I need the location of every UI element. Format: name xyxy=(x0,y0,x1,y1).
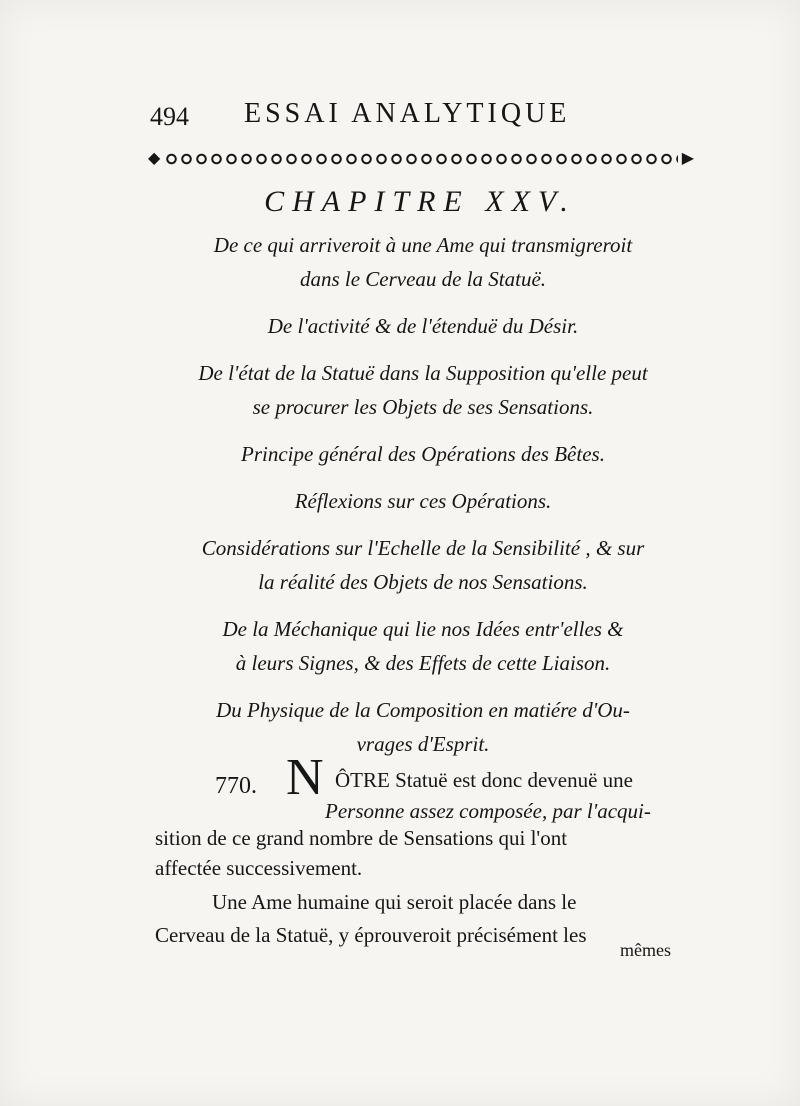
summary-line: vrages d'Esprit. xyxy=(356,732,490,756)
ornament-right-end: ▶ xyxy=(681,150,694,167)
drop-cap: N xyxy=(286,749,324,806)
ornament-left-end: ◆ xyxy=(148,150,161,167)
catchword: mêmes xyxy=(620,940,671,960)
ornament-chain xyxy=(164,148,677,170)
summary-line: Considérations sur l'Echelle de la Sensibilité , & sur xyxy=(201,536,645,560)
summary-line: Réflexions sur ces Opérations. xyxy=(294,489,552,513)
summary-line: se procurer les Objets de ses Sensations. xyxy=(252,395,594,419)
chapter-summary xyxy=(150,228,696,774)
paragraph-number: 770. xyxy=(215,773,257,799)
running-head: ESSAI ANALYTIQUE xyxy=(244,98,571,129)
summary-line: la réalité des Objets de nos Sensations. xyxy=(258,570,588,594)
summary-entry xyxy=(150,309,696,343)
summary-entry xyxy=(150,228,696,296)
summary-entry xyxy=(150,356,696,424)
paragraph-line: Cerveau de la Statuë, y éprouveroit précisément les xyxy=(155,923,587,947)
summary-line: De ce qui arriveroit à une Ame qui transmigreroit xyxy=(213,233,633,257)
summary-entry xyxy=(150,612,696,680)
summary-entry xyxy=(150,484,696,518)
summary-line: De l'activité & de l'étenduë du Désir. xyxy=(267,314,579,338)
body-text xyxy=(155,749,695,952)
summary-line: Du Physique de la Composition en matiére d'Ou- xyxy=(216,698,630,722)
summary-entry xyxy=(150,437,696,471)
paragraph-next xyxy=(155,886,695,952)
paragraph-line: affectée successivement. xyxy=(155,856,363,880)
summary-line: dans le Cerveau de la Statuë. xyxy=(299,267,547,291)
summary-line: De l'état de la Statuë dans la Supposition qu'elle peut xyxy=(198,361,648,385)
first-word-small-caps: ÔTRE xyxy=(335,768,390,792)
page-header xyxy=(150,98,610,134)
page-number: 494 xyxy=(150,102,189,131)
summary-line: Principe général des Opérations des Bêtes. xyxy=(241,442,605,466)
paragraph-line xyxy=(335,764,695,797)
ornamental-rule xyxy=(148,148,694,170)
summary-entry xyxy=(150,693,696,761)
paragraph-line: Une Ame humaine qui seroit placée dans le xyxy=(212,890,577,914)
chapter-title: CHAPITRE XXV. xyxy=(264,185,576,218)
summary-entry xyxy=(150,531,696,599)
paragraph-line: Personne assez composée, par l'acqui- xyxy=(325,799,651,823)
paragraph-line: sition de ce grand nombre de Sensations qui l'ont xyxy=(155,826,568,850)
summary-line: De la Méchanique qui lie nos Idées entr'elles & xyxy=(222,617,624,641)
summary-line: à leurs Signes, & des Effets de cette Liaison. xyxy=(235,651,611,675)
paragraph-770 xyxy=(155,749,695,886)
line-text: Statuë est donc devenuë une xyxy=(395,768,633,792)
